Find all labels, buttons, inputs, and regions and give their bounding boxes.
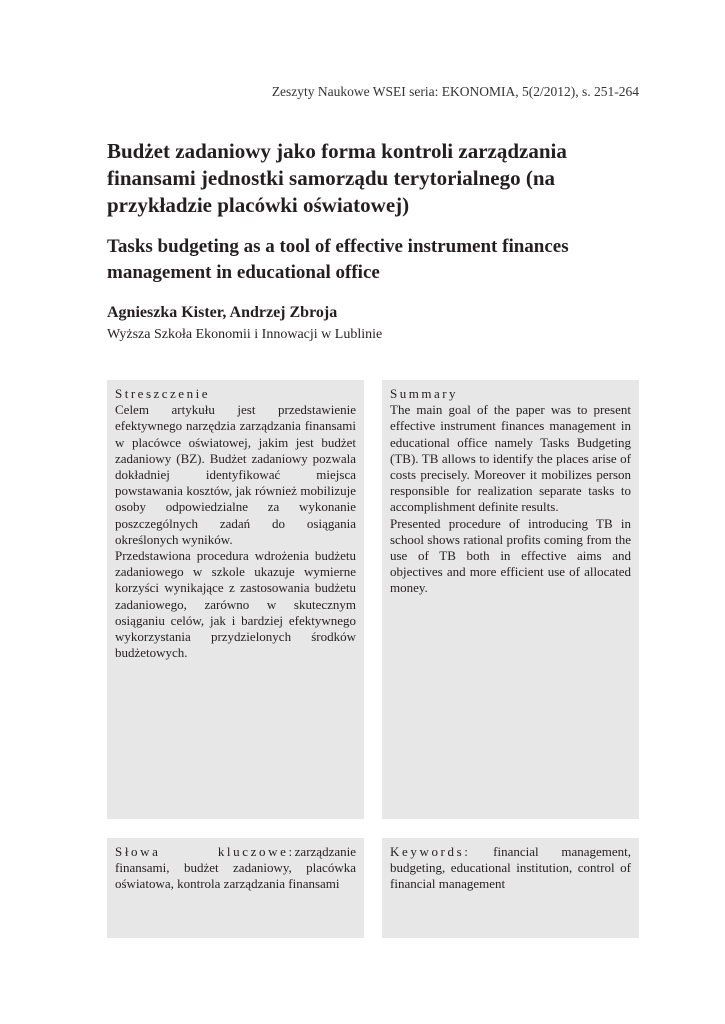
- abstract-polish-paragraph: Przedstawiona procedura wdrożenia budżetu zadaniowego w szkole ukazuje wymierne korzyści wynikające z zastosowania budżetu zadaniowego, zarówno w skutecznym osiąganiu celów, jak i bardziej efektywnego wykorzystania przydzielonych środków budżetowych.: [115, 548, 356, 661]
- abstract-polish-paragraph: Celem artykułu jest przedstawienie efektywnego narzędzia zarządzania finansami w placówce oświatowej, jakim jest budżet zadaniowy (BZ). Budżet zadaniowy pozwala dokładniej identyfikować miejsca powstawania kosztów, jak również mobilizuje osoby odpowiedzialne za wykonanie poszczególnych zadań do osiągania określonych wyników.: [115, 402, 356, 547]
- abstract-polish-heading: Streszczenie: [115, 386, 210, 401]
- title-english: Tasks budgeting as a tool of effective instrument finances management in educational office: [107, 236, 569, 283]
- abstract-english-box: [382, 380, 639, 819]
- keywords-polish-box: [107, 838, 364, 938]
- abstract-polish-box: [107, 380, 364, 819]
- keywords-english-label: Keywords:: [390, 844, 471, 859]
- keywords-english-box: [382, 838, 639, 938]
- title-polish: Budżet zadaniowy jako forma kontroli zarządzania finansami jednostki samorządu terytorialnego (na przykładzie placówki oświatowej): [107, 139, 567, 217]
- abstract-english-heading: Summary: [390, 386, 459, 401]
- keywords-polish-label: Słowa kluczowe:: [115, 844, 295, 859]
- abstract-english-paragraph: Presented procedure of introducing TB in school shows rational profits coming from the use of TB both in effective aims and objectives and more efficient use of allocated money.: [390, 515, 631, 596]
- affiliation: Wyższa Szkoła Ekonomii i Innowacji w Lublinie: [107, 327, 383, 342]
- authors: Agnieszka Kister, Andrzej Zbroja: [107, 304, 338, 321]
- keywords-polish: [115, 844, 356, 893]
- keywords-english-text: financial management, budgeting, educational institution, control of financial management: [390, 844, 631, 892]
- keywords-english: [390, 844, 631, 893]
- journal-reference: Zeszyty Naukowe WSEI seria: EKONOMIA, 5(2/2012), s. 251-264: [271, 84, 639, 99]
- abstract-english-paragraph: The main goal of the paper was to present effective instrument finances management in educational office namely Tasks Budgeting (TB). TB allows to identify the places arise of costs precisely. Moreover it mobilizes person responsible for realization separate tasks to accomplishment definite results.: [390, 402, 631, 515]
- keywords-polish-text: zarządzanie finansami, budżet zadaniowy, placówka oświatowa, kontrola zarządzania finansami: [115, 844, 356, 892]
